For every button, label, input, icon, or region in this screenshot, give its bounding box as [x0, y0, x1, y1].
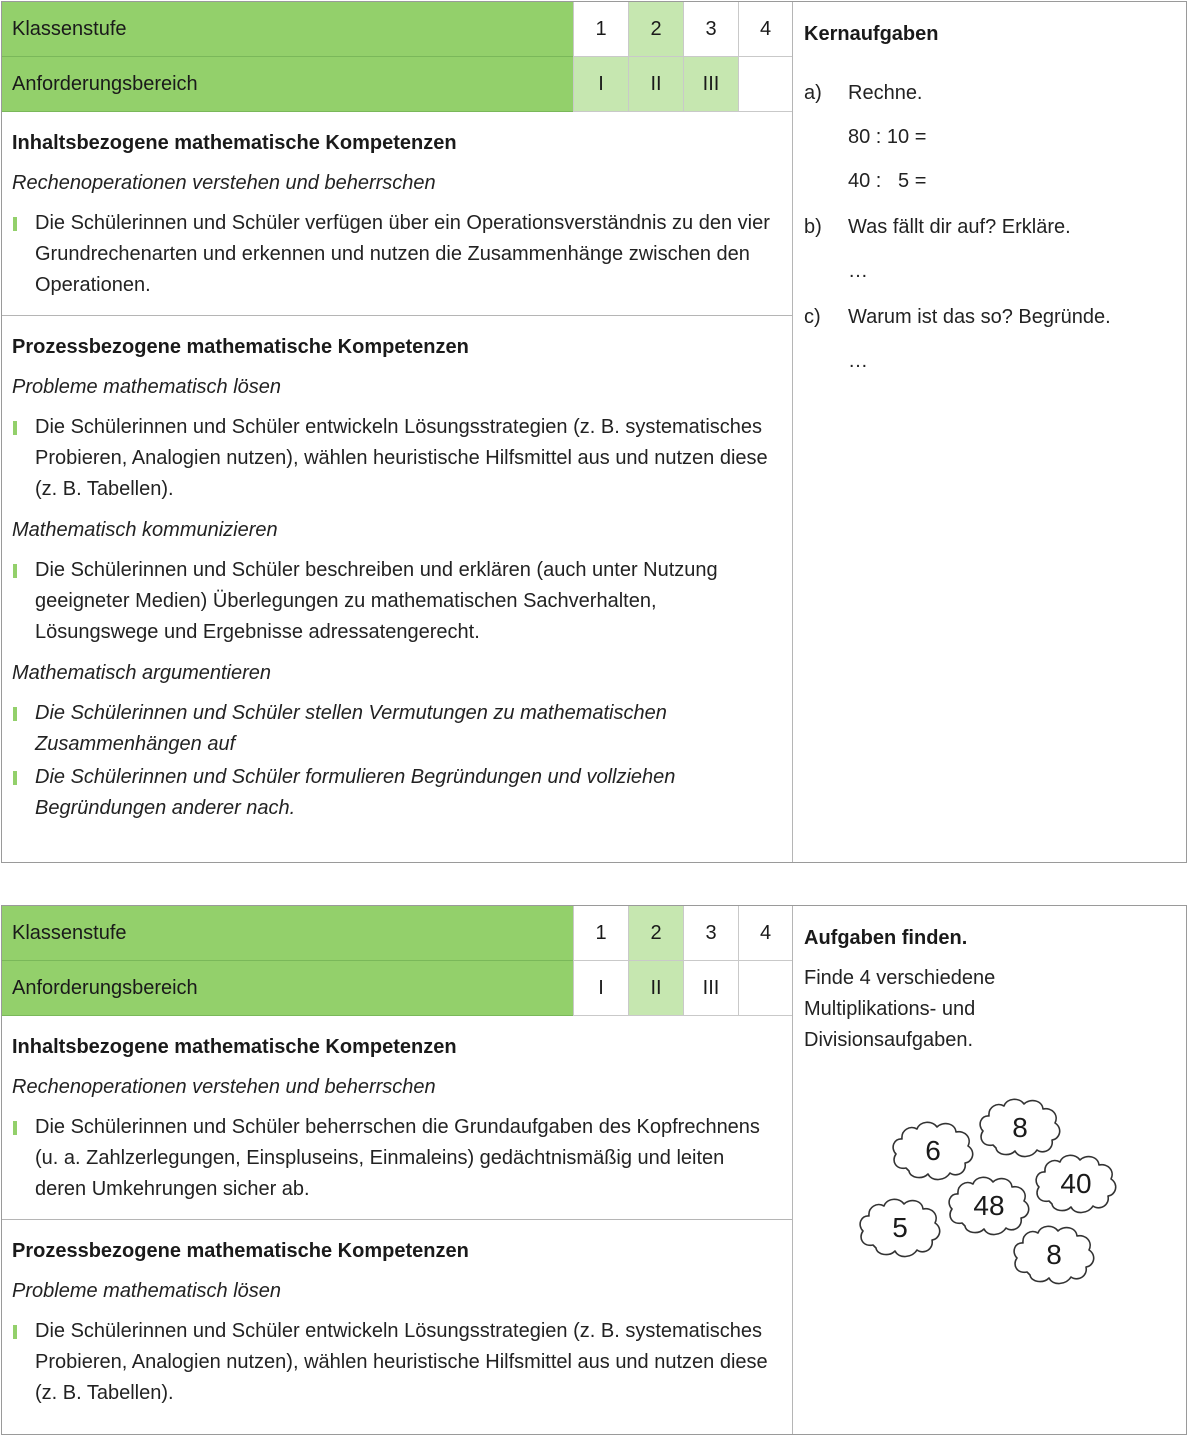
section-subtitle: Rechenoperationen verstehen und beherrschen	[12, 172, 436, 194]
bullet-marker-icon	[13, 564, 17, 578]
task-text: Finde 4 verschiedene Multiplikations- und Divisionsaufgaben.	[804, 967, 996, 1051]
level-cell-2: II	[628, 57, 683, 112]
list-item-text: Die Schülerinnen und Schüler beherrschen die Grundaufgaben des Kopfrechnens (u. a. Zahlzerlegungen, Einspluseins, Einmaleins) gedächtnismäßig und leiten deren Umkehrungen sicher ab.	[35, 1116, 760, 1200]
task-label: a)	[804, 82, 822, 104]
bullet-marker-icon	[13, 1121, 17, 1135]
competencies-column	[2, 112, 792, 838]
level-cell-1: I	[573, 961, 628, 1016]
bullet-marker-icon	[13, 771, 17, 785]
level-cell-4	[738, 961, 793, 1016]
grade-cell-3: 3	[683, 2, 738, 57]
competencies-column	[2, 1016, 792, 1423]
bullet-marker-icon	[13, 421, 17, 435]
header-row-anforderungsbereich	[2, 57, 793, 112]
section-subtitle: Probleme mathematisch lösen	[12, 376, 282, 398]
grade-cell-2: 2	[628, 2, 683, 57]
section-subtitle: Probleme mathematisch lösen	[12, 1280, 282, 1302]
anforderungsbereich-label: Anforderungsbereich	[2, 57, 573, 112]
section-title: Inhaltsbezogene mathematische Kompetenzen	[12, 132, 457, 154]
list-item-text: Die Schülerinnen und Schüler entwickeln Lösungsstrategien (z. B. systematisches Probieren, Analogien nutzen), wählen heuristische Hilfsmittel aus und nutzen diese (z. B. Tabellen).	[35, 1320, 768, 1404]
task-label: b)	[804, 216, 822, 238]
number-cloud	[855, 1193, 945, 1263]
section-title: Inhaltsbezogene mathematische Kompetenzen	[12, 1036, 457, 1058]
bullet-marker-icon	[13, 217, 17, 231]
grade-cell-1: 1	[573, 2, 628, 57]
list-item	[12, 1112, 772, 1205]
klassenstufe-label: Klassenstufe	[2, 906, 573, 961]
task-text: Rechne.	[848, 82, 923, 104]
level-cell-4	[738, 57, 793, 112]
header-row-klassenstufe	[2, 906, 793, 961]
task-text: Was fällt dir auf? Erkläre.	[848, 216, 1071, 238]
cloud-number: 8	[1046, 1239, 1062, 1270]
list-item-text: Die Schülerinnen und Schüler verfügen über ein Operationsverständnis zu den vier Grundrechenarten und erkennen und nutzen die Zusammenhänge zwischen den Operationen.	[35, 212, 770, 296]
cloud-number: 5	[892, 1212, 908, 1243]
klassenstufe-label: Klassenstufe	[2, 2, 573, 57]
answer-ellipsis: …	[848, 350, 868, 372]
task-text: Warum ist das so? Begründe.	[848, 306, 1111, 328]
task-b	[804, 212, 1177, 242]
list-item	[12, 412, 772, 505]
task-a	[804, 78, 1177, 108]
inhalt-section	[2, 112, 792, 315]
list-item-text: Die Schülerinnen und Schüler formulieren Begründungen und vollziehen Begründungen anderer nach.	[35, 766, 676, 819]
equation: 80 : 10 =	[848, 126, 927, 148]
task-column	[792, 2, 1187, 862]
task-c	[804, 302, 1177, 332]
anforderungsbereich-label: Anforderungsbereich	[2, 961, 573, 1016]
cloud-number: 40	[1060, 1168, 1092, 1199]
inhalt-section	[2, 1016, 792, 1219]
grade-cell-3: 3	[683, 906, 738, 961]
list-item-text: Die Schülerinnen und Schüler beschreiben und erklären (auch unter Nutzung geeigneter Medien) Überlegungen zu mathematischen Sachverhalten, Lösungswege und Ergebnisse adressatengerecht.	[35, 559, 718, 643]
level-cell-1: I	[573, 57, 628, 112]
equation: 40 : 5 =	[848, 170, 927, 192]
grade-cell-4: 4	[738, 906, 793, 961]
grade-cell-1: 1	[573, 906, 628, 961]
header-row-anforderungsbereich	[2, 961, 793, 1016]
grade-cell-4: 4	[738, 2, 793, 57]
section-title: Prozessbezogene mathematische Kompetenzen	[12, 336, 469, 358]
bullet-marker-icon	[13, 1325, 17, 1339]
number-cloud	[1031, 1149, 1121, 1219]
cloud-number: 48	[973, 1190, 1005, 1221]
grade-cell-2: 2	[628, 906, 683, 961]
bullet-marker-icon	[13, 707, 17, 721]
list-item	[12, 1316, 772, 1409]
prozess-section	[2, 1219, 792, 1423]
task-label: c)	[804, 306, 821, 328]
competency-table-2	[1, 905, 1187, 1435]
section-subtitle: Mathematisch kommunizieren	[12, 519, 278, 541]
cloud-number: 8	[1012, 1112, 1028, 1143]
section-subtitle: Mathematisch argumentieren	[12, 662, 272, 684]
number-clouds	[851, 1086, 1131, 1296]
list-item	[12, 698, 772, 760]
list-item-text: Die Schülerinnen und Schüler entwickeln Lösungsstrategien (z. B. systematisches Probieren, Analogien nutzen), wählen heuristische Hilfsmittel aus und nutzen diese (z. B. Tabellen).	[35, 416, 768, 500]
number-cloud	[1009, 1220, 1099, 1290]
answer-ellipsis: …	[848, 260, 868, 282]
header-row-klassenstufe	[2, 2, 793, 57]
task-title: Kernaufgaben	[804, 23, 939, 45]
cloud-number: 6	[925, 1135, 941, 1166]
level-cell-3: III	[683, 961, 738, 1016]
section-title: Prozessbezogene mathematische Kompetenzen	[12, 1240, 469, 1262]
level-cell-2: II	[628, 961, 683, 1016]
list-item	[12, 208, 772, 301]
list-item	[12, 762, 772, 824]
task-column	[792, 906, 1187, 1434]
section-subtitle: Rechenoperationen verstehen und beherrschen	[12, 1076, 436, 1098]
list-item-text: Die Schülerinnen und Schüler stellen Vermutungen zu mathematischen Zusammenhängen auf	[35, 702, 667, 755]
prozess-section	[2, 315, 792, 838]
task-title: Aufgaben finden.	[804, 927, 968, 949]
competency-table-1	[1, 1, 1187, 863]
list-item	[12, 555, 772, 648]
level-cell-3: III	[683, 57, 738, 112]
